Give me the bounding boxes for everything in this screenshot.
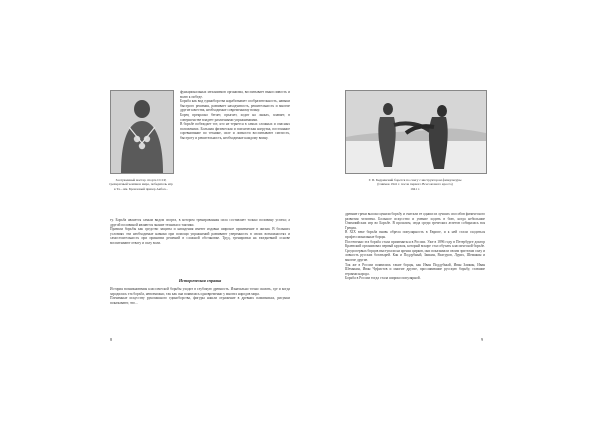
left-page: [108, 82, 294, 347]
portrait-caption: Заслуженный мастер спорта СССР, трехкратный чемпион мира, победитель игр в Та... им. Бронзовый призер Акбал...: [109, 178, 173, 191]
left-body-column: ту. Борьба является самым видом спорта, в котором тренированная сила составляет только половину успеха; а другой половиной являются знание техники и тактики. Правила борьбы как средство защиты и нападения имеют издавна широкое применение в жизни. В больших условиях эти необходимые навыки при помощи упражнений развивают уверенность в своих возможностях и самостоятельность при принятии решений в сложной обстановке. Труд, тренировки на ежедневной основе воспитывают отвагу и силу воли.: [110, 218, 290, 245]
wrestler-portrait-image: [111, 91, 173, 173]
right-page: [305, 82, 491, 347]
page-number-left: 8: [110, 337, 113, 342]
wrestler-portrait-photo: [110, 90, 174, 174]
page-number-right: 9: [481, 337, 484, 342]
section-heading: Историческая справка: [178, 278, 222, 283]
intro-column: функциональных механизмов организма, воспитывает выносливость и волю к победе. Борьба как вид единоборства нарабатывает сообразительность, навыки быстрого решения, развивает находчивость, решительность и многие другие качества, необходимые современному воину. Борец прекрасно бегает, прыгает, ходит на лыжах, плавает, в совершенстве владеет различными упражнениями. В борьбе побеждает тот, кто не теряется в самых сложных и опасных положениях. Большая физическая и психическая нагрузка, постоянное соревнование по технике, силе и ловкости воспитывают смелость, быстроту и решительность, необходимые каждому воину.: [180, 90, 290, 140]
wrestling-scene-image: [346, 91, 486, 173]
history-column: История возникновения классической борьбы уходит в глубокую древность. Изначально точно сказать, где и когда зародилась эта борьба, невозможно, так как она появилась одновременно у многих народов мира. Плененные искусству рукопашного единоборства, фигуры нашли отражение в древних памятниках, рисунки показывают, что...: [110, 287, 290, 305]
scene-caption: Г. П. Бедринский борется по снегу с инструктором физкультуры (Снимок 1941 г. после первого Всесоюзного кросса) 1941 г.: [368, 178, 462, 191]
wrestling-in-snow-photo: [345, 90, 487, 174]
right-body-column: древние греки высоко ценили борьбу и считали ее одним из лучших способов физического развития человека. Большое искусство и умение ходить в бою, когда небольшие Олимпийских игр во Борьбе. В прошлом, сюда среди греческих атлетов собиралась вся Греция. В XIX веке борьба вновь обрела популярность в Европе, и к ней стали сходиться профессиональные борцы. Постепенно эта борьба стала применяться в России. Уже в 1896 году в Петербурге доктор Краевский организовал первый кружок, который вскоре стал обучать классической борьбе. Среди первых борцов выступали на аренах цирков, они показывали своим зрителям силу и ловкость русских богатырей. Как и Поддубный, Заикин, Вахтуров, Лурих, Шемякин и многие другие. Так же в России появились такие борцы, как Иван Поддубный, Иван Заикин, Иван Шемякин, Иван Чуфистов и многие другие, прославившие русскую борьбу, ставшие героями народа. Борьба в России тогда стала широко популярной.: [345, 212, 485, 281]
